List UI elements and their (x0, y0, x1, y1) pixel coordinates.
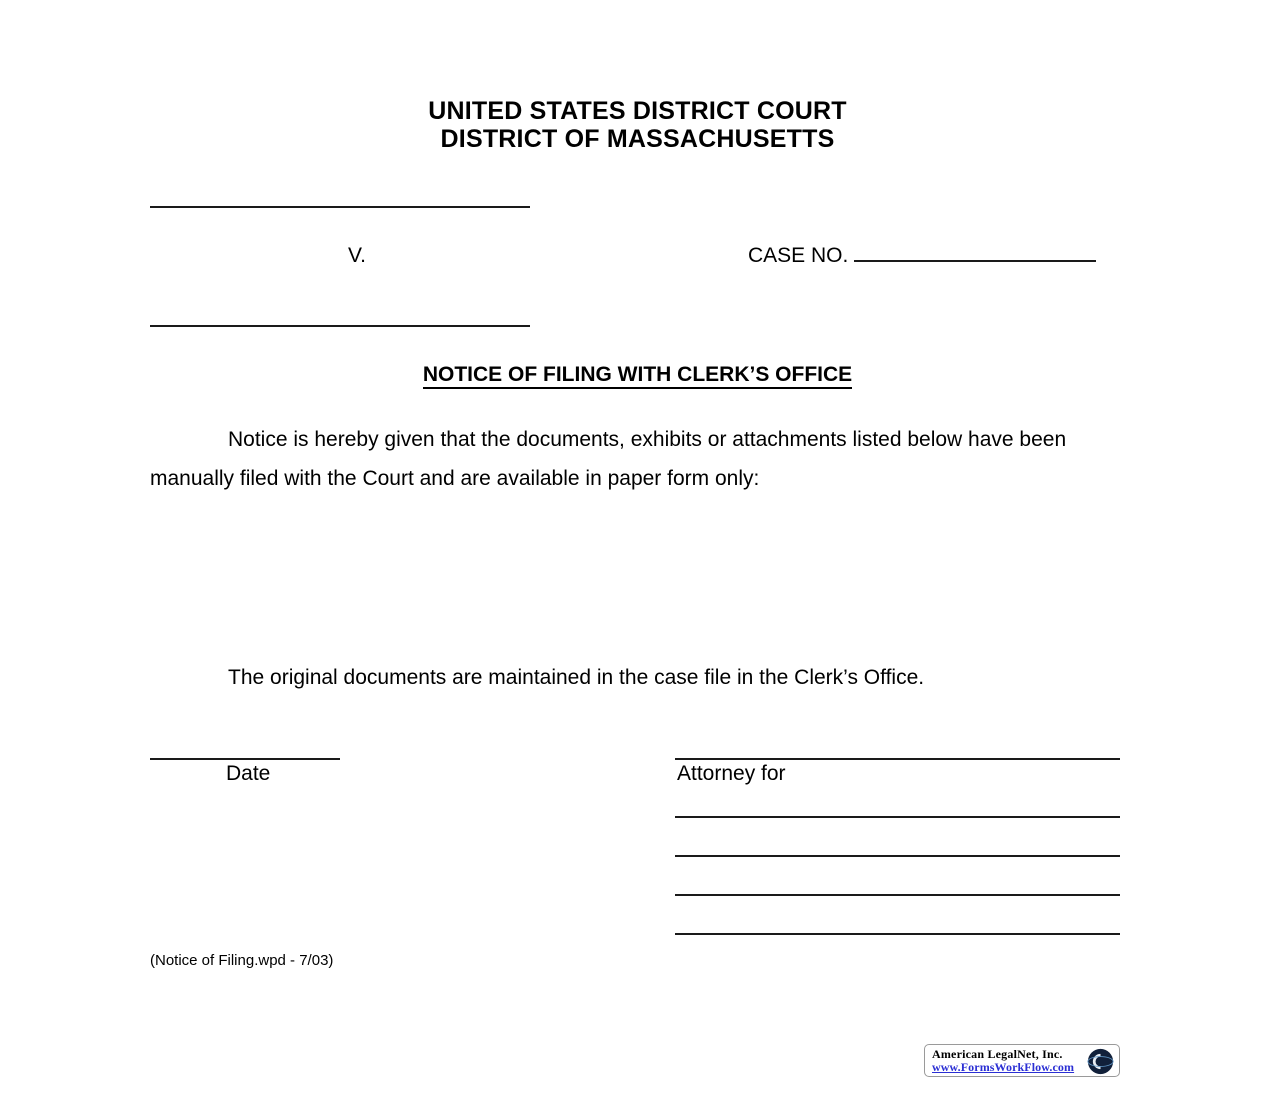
attorney-for-label: Attorney for (677, 762, 786, 785)
court-header (0, 98, 1275, 152)
signature-block (150, 748, 1120, 948)
attorney-address-field-1[interactable] (675, 816, 1120, 818)
page-title (0, 363, 1275, 387)
attorney-address-field-2[interactable] (675, 855, 1120, 857)
court-name: UNITED STATES DISTRICT COURT (428, 97, 847, 125)
district-name: DISTRICT OF MASSACHUSETTS (440, 125, 835, 153)
case-number-field[interactable] (854, 246, 1096, 262)
versus-label: V. (348, 244, 366, 267)
date-field[interactable] (150, 758, 340, 760)
attorney-address-field-4[interactable] (675, 933, 1120, 935)
file-reference: (Notice of Filing.wpd - 7/03) (150, 952, 334, 969)
plaintiff-name-rule (150, 206, 530, 208)
closing-paragraph: The original documents are maintained in the case file in the Clerk’s Office. (228, 666, 925, 689)
page-title-text: NOTICE OF FILING WITH CLERK’S OFFICE (423, 363, 852, 389)
date-label: Date (226, 762, 271, 785)
case-number-row (748, 244, 1096, 268)
badge-company-name: American LegalNet, Inc. (932, 1046, 1063, 1061)
attorney-signature-field[interactable] (675, 758, 1120, 760)
globe-icon (1087, 1048, 1114, 1075)
case-caption (150, 188, 1120, 338)
badge-text (925, 1048, 1074, 1074)
badge-url-link[interactable]: www.FormsWorkFlow.com (932, 1059, 1075, 1074)
case-number-label: CASE NO. (748, 244, 849, 267)
american-legalnet-badge (924, 1044, 1120, 1077)
notice-paragraph: Notice is hereby given that the documents, exhibits or attachments listed below have been manually filed with the Court and are available in paper form only: (150, 428, 1067, 490)
attorney-address-field-3[interactable] (675, 894, 1120, 896)
defendant-name-rule (150, 325, 530, 327)
